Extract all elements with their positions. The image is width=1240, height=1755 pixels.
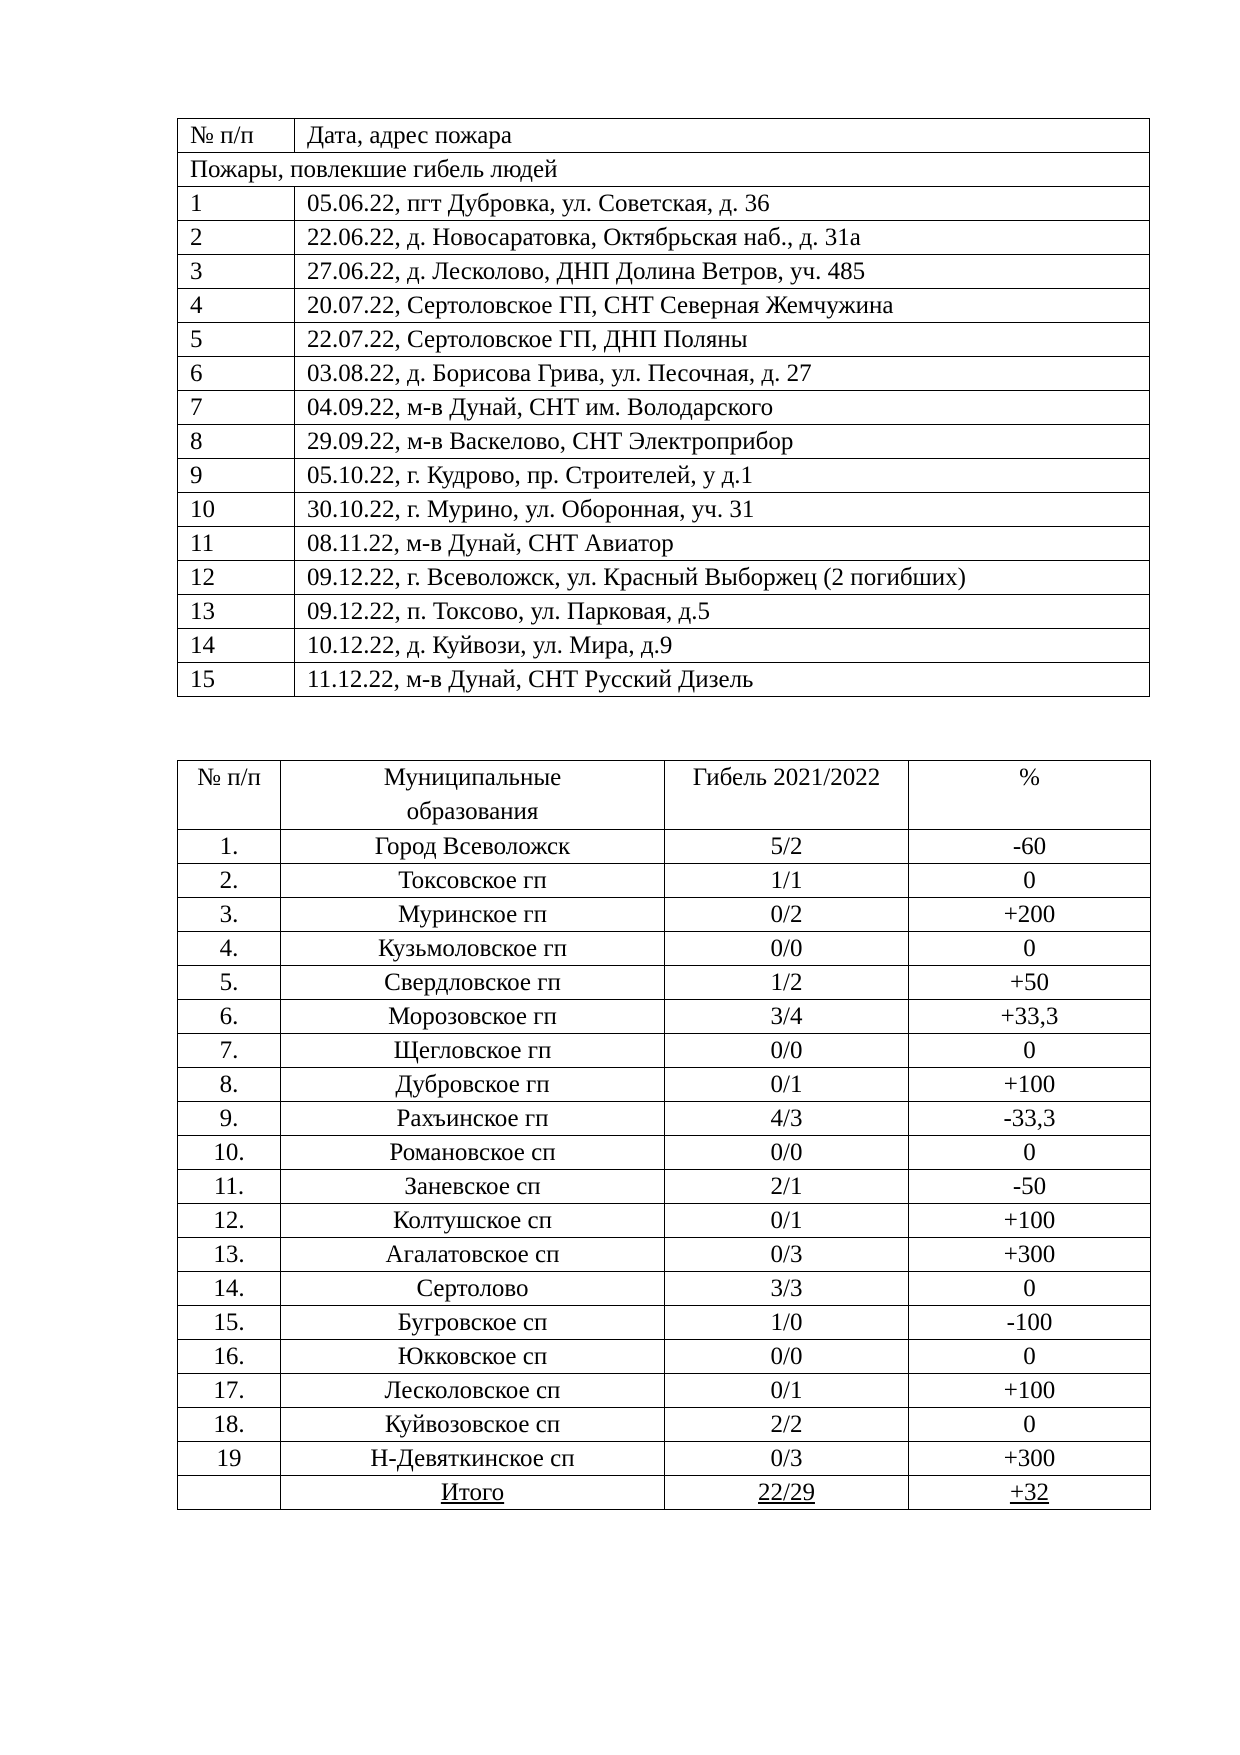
municipal-row-deaths: 0/2	[665, 898, 909, 932]
fires-header-date-address: Дата, адрес пожара	[295, 119, 1150, 153]
fire-row-number: 1	[178, 187, 295, 221]
table-row	[178, 1170, 1151, 1204]
municipal-row-number: 4.	[178, 932, 281, 966]
fires-table-body	[178, 119, 1150, 697]
table-row	[178, 425, 1150, 459]
municipal-row-number: 8.	[178, 1068, 281, 1102]
fire-row-date-address: 05.10.22, г. Кудрово, пр. Строителей, у д.1	[295, 459, 1150, 493]
fire-row-date-address: 11.12.22, м-в Дунай, СНТ Русский Дизель	[295, 663, 1150, 697]
fire-row-date-address: 08.11.22, м-в Дунай, СНТ Авиатор	[295, 527, 1150, 561]
municipal-row-percent: -60	[909, 830, 1151, 864]
municipal-total-percent	[909, 1476, 1151, 1510]
municipal-row-name: Токсовское гп	[281, 864, 665, 898]
fires-header-num: № п/п	[178, 119, 295, 153]
municipal-row-name: Бугровское сп	[281, 1306, 665, 1340]
municipal-row-percent: 0	[909, 1408, 1151, 1442]
table-row	[178, 1238, 1151, 1272]
municipal-total-percent-text: +32	[1009, 1479, 1050, 1506]
municipal-row-percent: -100	[909, 1306, 1151, 1340]
municipal-total-deaths	[665, 1476, 909, 1510]
municipal-row-name: Город Всеволожск	[281, 830, 665, 864]
fires-table	[177, 118, 1150, 697]
table-row	[178, 1340, 1151, 1374]
municipal-row-deaths: 3/4	[665, 1000, 909, 1034]
table-row	[178, 864, 1151, 898]
municipal-row-number: 13.	[178, 1238, 281, 1272]
municipal-row-deaths: 0/3	[665, 1238, 909, 1272]
municipal-row-name: Заневское сп	[281, 1170, 665, 1204]
municipal-row-name: Морозовское гп	[281, 1000, 665, 1034]
municipal-row-name: Романовское сп	[281, 1136, 665, 1170]
municipal-header-deaths: Гибель 2021/2022	[665, 761, 909, 830]
municipal-row-name: Лесколовское сп	[281, 1374, 665, 1408]
fires-section-title: Пожары, повлекшие гибель людей	[178, 153, 1150, 187]
municipal-total-label	[281, 1476, 665, 1510]
table-row	[178, 595, 1150, 629]
municipal-row-name: Кузьмоловское гп	[281, 932, 665, 966]
municipal-row-percent: 0	[909, 1136, 1151, 1170]
table-row	[178, 629, 1150, 663]
table-row	[178, 830, 1151, 864]
municipal-row-deaths: 2/1	[665, 1170, 909, 1204]
fire-row-number: 15	[178, 663, 295, 697]
municipal-row-deaths: 0/0	[665, 932, 909, 966]
municipal-row-percent: +100	[909, 1068, 1151, 1102]
municipal-row-number: 14.	[178, 1272, 281, 1306]
fire-row-number: 7	[178, 391, 295, 425]
municipal-row-percent: 0	[909, 1272, 1151, 1306]
municipal-row-percent: +100	[909, 1204, 1151, 1238]
fire-row-date-address: 03.08.22, д. Борисова Грива, ул. Песочная, д. 27	[295, 357, 1150, 391]
table-row	[178, 187, 1150, 221]
municipal-row-number: 10.	[178, 1136, 281, 1170]
fire-row-number: 8	[178, 425, 295, 459]
table-row	[178, 1374, 1151, 1408]
municipal-row-percent: +200	[909, 898, 1151, 932]
fire-row-date-address: 05.06.22, пгт Дубровка, ул. Советская, д. 36	[295, 187, 1150, 221]
fire-row-number: 12	[178, 561, 295, 595]
municipal-row-percent: +33,3	[909, 1000, 1151, 1034]
table-row	[178, 289, 1150, 323]
municipal-header-name-line1: Муниципальные	[383, 764, 562, 791]
fire-row-number: 2	[178, 221, 295, 255]
fire-row-number: 5	[178, 323, 295, 357]
table-row	[178, 663, 1150, 697]
fire-row-date-address: 04.09.22, м-в Дунай, СНТ им. Володарского	[295, 391, 1150, 425]
municipal-row-deaths: 0/0	[665, 1340, 909, 1374]
municipal-row-percent: 0	[909, 1034, 1151, 1068]
municipal-row-deaths: 5/2	[665, 830, 909, 864]
municipal-total-empty	[178, 1476, 281, 1510]
municipal-row-name: Сертолово	[281, 1272, 665, 1306]
table-row	[178, 1102, 1151, 1136]
table-row	[178, 1408, 1151, 1442]
municipal-row-deaths: 0/0	[665, 1136, 909, 1170]
municipal-row-deaths: 1/0	[665, 1306, 909, 1340]
fire-row-date-address: 30.10.22, г. Мурино, ул. Оборонная, уч. 31	[295, 493, 1150, 527]
fire-row-date-address: 09.12.22, п. Токсово, ул. Парковая, д.5	[295, 595, 1150, 629]
table-row	[178, 1000, 1151, 1034]
municipal-row-name: Куйвозовское сп	[281, 1408, 665, 1442]
municipal-row-deaths: 0/1	[665, 1068, 909, 1102]
municipal-header-name	[281, 761, 665, 830]
municipal-row-name: Рахъинское гп	[281, 1102, 665, 1136]
fire-row-number: 10	[178, 493, 295, 527]
municipal-row-deaths: 0/1	[665, 1374, 909, 1408]
municipal-row-number: 12.	[178, 1204, 281, 1238]
municipal-row-percent: 0	[909, 932, 1151, 966]
fire-row-date-address: 20.07.22, Сертоловское ГП, СНТ Северная Жемчужина	[295, 289, 1150, 323]
municipal-row-percent: -33,3	[909, 1102, 1151, 1136]
municipal-row-number: 3.	[178, 898, 281, 932]
municipal-row-percent: -50	[909, 1170, 1151, 1204]
table-row	[178, 255, 1150, 289]
municipal-row-name: Муринское гп	[281, 898, 665, 932]
municipal-row-number: 2.	[178, 864, 281, 898]
fire-row-number: 3	[178, 255, 295, 289]
municipal-header-row	[178, 761, 1151, 830]
table-row	[178, 1306, 1151, 1340]
municipal-table-body	[178, 761, 1151, 1510]
municipal-row-number: 7.	[178, 1034, 281, 1068]
table-row	[178, 932, 1151, 966]
fire-row-number: 4	[178, 289, 295, 323]
table-row	[178, 459, 1150, 493]
municipal-row-percent: 0	[909, 1340, 1151, 1374]
table-row	[178, 1272, 1151, 1306]
fire-row-number: 11	[178, 527, 295, 561]
municipal-row-deaths: 2/2	[665, 1408, 909, 1442]
municipal-row-deaths: 0/1	[665, 1204, 909, 1238]
municipal-row-name: Дубровское гп	[281, 1068, 665, 1102]
municipal-row-deaths: 1/1	[665, 864, 909, 898]
municipal-row-name: Юкковское сп	[281, 1340, 665, 1374]
municipal-header-num: № п/п	[178, 761, 281, 830]
table-row	[178, 1034, 1151, 1068]
table-row	[178, 493, 1150, 527]
fires-section-row	[178, 153, 1150, 187]
municipal-row-deaths: 3/3	[665, 1272, 909, 1306]
municipal-table	[177, 760, 1151, 1510]
municipal-total-row	[178, 1476, 1151, 1510]
fire-row-date-address: 10.12.22, д. Куйвози, ул. Мира, д.9	[295, 629, 1150, 663]
municipal-row-name: Свердловское гп	[281, 966, 665, 1000]
fire-row-number: 9	[178, 459, 295, 493]
table-row	[178, 391, 1150, 425]
table-row	[178, 898, 1151, 932]
municipal-row-number: 18.	[178, 1408, 281, 1442]
municipal-row-percent: +50	[909, 966, 1151, 1000]
fire-row-date-address: 22.07.22, Сертоловское ГП, ДНП Поляны	[295, 323, 1150, 357]
table-row	[178, 1136, 1151, 1170]
table-row	[178, 966, 1151, 1000]
municipal-row-number: 1.	[178, 830, 281, 864]
municipal-row-percent: 0	[909, 864, 1151, 898]
municipal-row-name: Н-Девяткинское сп	[281, 1442, 665, 1476]
fire-row-date-address: 22.06.22, д. Новосаратовка, Октябрьская наб., д. 31а	[295, 221, 1150, 255]
table-row	[178, 221, 1150, 255]
municipal-row-percent: +300	[909, 1238, 1151, 1272]
municipal-header-name-line2: образования	[406, 798, 539, 825]
municipal-row-name: Колтушское сп	[281, 1204, 665, 1238]
table-row	[178, 1442, 1151, 1476]
municipal-row-number: 6.	[178, 1000, 281, 1034]
municipal-row-deaths: 1/2	[665, 966, 909, 1000]
municipal-total-deaths-text: 22/29	[758, 1479, 815, 1506]
fire-row-date-address: 27.06.22, д. Лесколово, ДНП Долина Ветров, уч. 485	[295, 255, 1150, 289]
table-row	[178, 357, 1150, 391]
municipal-row-percent: +300	[909, 1442, 1151, 1476]
table-row	[178, 323, 1150, 357]
fires-header-row	[178, 119, 1150, 153]
municipal-row-number: 5.	[178, 966, 281, 1000]
fire-row-number: 14	[178, 629, 295, 663]
table-row	[178, 1204, 1151, 1238]
table-row	[178, 1068, 1151, 1102]
municipal-row-deaths: 4/3	[665, 1102, 909, 1136]
municipal-row-name: Щегловское гп	[281, 1034, 665, 1068]
municipal-row-number: 17.	[178, 1374, 281, 1408]
municipal-row-number: 19	[178, 1442, 281, 1476]
municipal-header-percent: %	[909, 761, 1151, 830]
municipal-row-number: 11.	[178, 1170, 281, 1204]
fire-row-number: 6	[178, 357, 295, 391]
table-row	[178, 561, 1150, 595]
municipal-row-number: 9.	[178, 1102, 281, 1136]
municipal-row-name: Агалатовское сп	[281, 1238, 665, 1272]
municipal-row-number: 15.	[178, 1306, 281, 1340]
municipal-row-percent: +100	[909, 1374, 1151, 1408]
municipal-row-number: 16.	[178, 1340, 281, 1374]
fire-row-number: 13	[178, 595, 295, 629]
fire-row-date-address: 09.12.22, г. Всеволожск, ул. Красный Выборжец (2 погибших)	[295, 561, 1150, 595]
table-row	[178, 527, 1150, 561]
municipal-row-deaths: 0/3	[665, 1442, 909, 1476]
municipal-total-label-text: Итого	[440, 1479, 505, 1506]
fire-row-date-address: 29.09.22, м-в Васкелово, СНТ Электроприбор	[295, 425, 1150, 459]
municipal-row-deaths: 0/0	[665, 1034, 909, 1068]
